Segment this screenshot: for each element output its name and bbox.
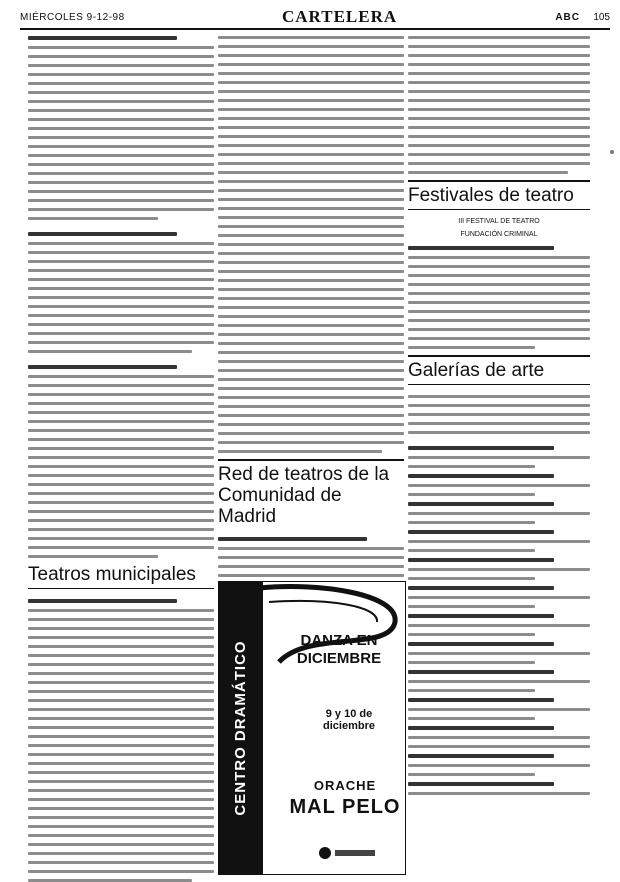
heading-red-teatros <box>218 459 404 527</box>
ad-title <box>279 632 399 668</box>
issue-date: MIÉRCOLES 9-12-98 <box>20 12 125 23</box>
heading-festivales: Festivales de teatro <box>408 180 590 210</box>
ad-dates: 9 y 10 de diciembre <box>323 708 375 732</box>
ad-vertical-text: CENTRO DRAMÁTICO NACIONAL <box>232 640 285 816</box>
gallery-listings-block <box>408 393 590 795</box>
festival-listings-block <box>408 244 590 349</box>
dance-advertisement <box>218 581 406 875</box>
ad-title-line-1: DANZA EN <box>300 632 378 649</box>
heading-teatros-municipales: Teatros municipales <box>28 564 214 589</box>
newspaper-name: ABC <box>555 12 580 23</box>
ad-title-line-2: DICIEMBRE <box>296 650 382 667</box>
heading-red-line-2: Comunidad de Madrid <box>218 485 342 527</box>
heading-galerias: Galerías de arte <box>408 355 590 385</box>
ad-company-line-2: MAL PELO <box>289 796 401 818</box>
theatre-listings-block <box>28 34 214 558</box>
margin-dot <box>610 150 614 154</box>
listings-block-2 <box>218 34 404 453</box>
heading-red-line-1: Red de teatros de la <box>218 464 390 485</box>
municipal-listings-block <box>28 597 214 882</box>
festival-subtitle-2: FUNDACIÓN CRIMINAL <box>460 231 538 238</box>
page-number: 105 <box>593 12 610 23</box>
page-header <box>20 7 610 30</box>
column-3 <box>408 34 590 879</box>
listings-block-3 <box>408 34 590 174</box>
column-1 <box>28 34 214 879</box>
ministry-logo-icon <box>317 844 377 862</box>
festival-subtitle-1: III FESTIVAL DE TEATRO <box>458 218 540 225</box>
ad-company-line-1: ORACHE <box>313 778 377 793</box>
section-title: CARTELERA <box>282 7 398 26</box>
